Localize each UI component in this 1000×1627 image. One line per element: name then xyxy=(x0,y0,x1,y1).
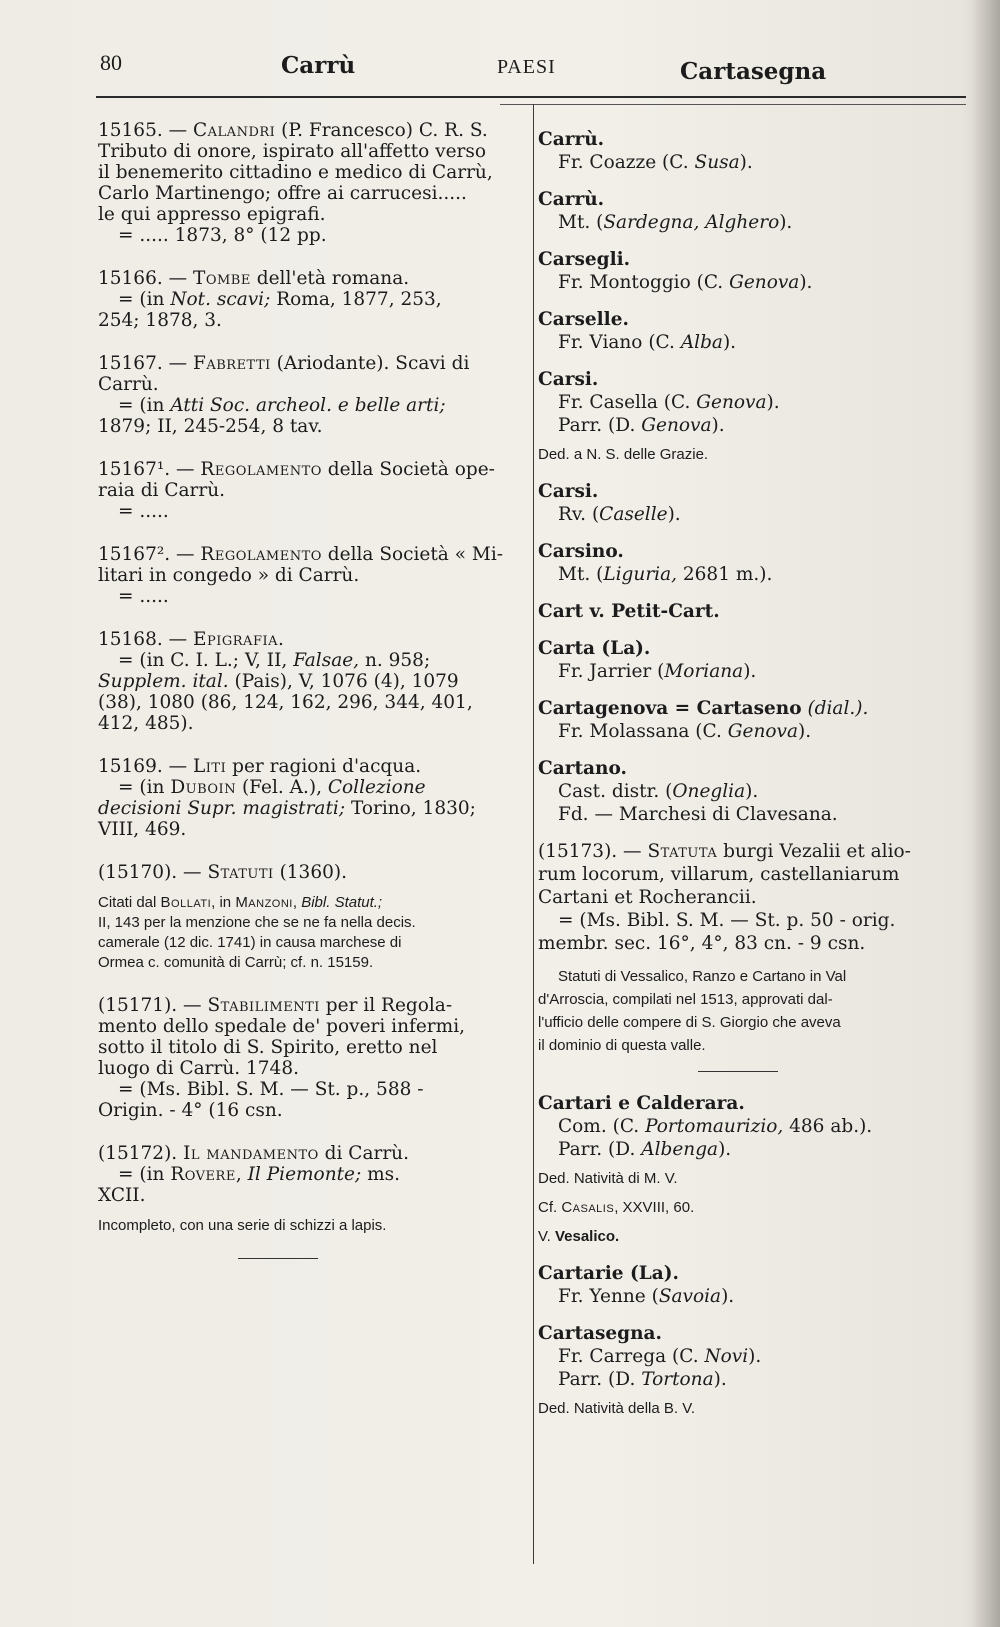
entry-title: Liti xyxy=(193,756,227,777)
place-name: Carsino. xyxy=(538,541,624,562)
place-name: Carrù. xyxy=(538,189,605,210)
place-region: Caselle xyxy=(599,504,668,525)
place-name: Carrù. xyxy=(538,129,605,150)
left-heading: Carrù xyxy=(281,52,356,79)
section-separator xyxy=(238,1258,318,1259)
entry-source: Falsae, xyxy=(293,650,360,671)
entry-text: 1879; II, 245-254, 8 tav. xyxy=(98,416,323,437)
place-detail: Cast. distr. ( xyxy=(558,781,673,802)
entry-title: Tombe xyxy=(193,268,251,289)
place-detail: ). xyxy=(711,415,725,436)
place-carsino xyxy=(538,540,960,586)
entry-text: Carlo Martinengo; offre ai carrucesi..... xyxy=(98,183,467,204)
entry-text: della Società ope- xyxy=(321,459,495,480)
entry-source: Il Piemonte; xyxy=(247,1164,362,1185)
entry-note: camerale (12 dic. 1741) in causa marchese di xyxy=(98,934,402,951)
entry-text: di Carrù. xyxy=(318,1143,409,1164)
entry-15169 xyxy=(98,756,516,840)
place-detail: Fr. Casella (C. xyxy=(558,392,697,413)
place-region: Genova xyxy=(696,392,767,413)
page-edge-shadow xyxy=(972,0,1000,1627)
place-name: Cartagenova = Cartaseno xyxy=(538,698,802,719)
cross-reference: Vesalico. xyxy=(554,1228,620,1245)
entry-number: 15166. — xyxy=(98,268,193,289)
place-region: Savoia xyxy=(658,1286,722,1307)
entry-text: Tributo di onore, ispirato all'affetto verso xyxy=(98,141,487,162)
place-name: Carsi. xyxy=(538,369,599,390)
center-heading: PAESI xyxy=(497,56,556,78)
entry-text: mento dello spedale de' poveri infermi, xyxy=(98,1016,465,1037)
entry-note: il dominio di questa valle. xyxy=(538,1037,706,1054)
entry-text: = ..... 1873, 8° (12 pp. xyxy=(118,225,327,246)
place-note: Ded. Natività di M. V. xyxy=(538,1170,678,1187)
place-carselle xyxy=(538,308,960,354)
place-detail: Fr. Viano (C. xyxy=(558,332,681,353)
page-number: 80 xyxy=(100,50,122,75)
place-detail: Fr. Coazze (C. xyxy=(558,152,695,173)
place-dialect: (dial.). xyxy=(801,698,869,719)
entry-text: (Ariodante). Scavi di xyxy=(270,353,470,374)
entry-author: Fabretti xyxy=(193,353,271,374)
place-detail: Fr. Molassana (C. xyxy=(558,721,728,742)
place-region: Oneglia xyxy=(672,781,746,802)
entry-15171 xyxy=(98,995,516,1121)
place-detail: ). xyxy=(667,504,681,525)
place-detail: ). xyxy=(748,1346,762,1367)
entry-note: d'Arroscia, compilati nel 1513, approvati dal- xyxy=(538,991,833,1008)
place-carsi-1 xyxy=(538,368,960,466)
place-note: , XXVIII, 60. xyxy=(614,1199,695,1216)
place-cartari xyxy=(538,1092,960,1248)
entry-source: Not. scavi; xyxy=(170,289,271,310)
place-note: Ded. Natività della B. V. xyxy=(538,1400,696,1417)
place-name: Carsegli. xyxy=(538,249,631,270)
entry-text: = (in xyxy=(118,1164,171,1185)
entry-note: Citati dal xyxy=(98,894,161,911)
entry-text: Origin. - 4° (16 csn. xyxy=(98,1100,283,1121)
entry-text: luogo di Carrù. 1748. xyxy=(98,1058,299,1079)
place-note: V. xyxy=(538,1228,555,1245)
place-detail: ). xyxy=(766,392,780,413)
place-detail: Parr. (D. xyxy=(558,415,642,436)
place-cartasegna xyxy=(538,1322,960,1420)
entry-text: = ..... xyxy=(118,586,169,607)
entry-title: Epigrafia. xyxy=(193,629,285,650)
place-region: Genova xyxy=(641,415,712,436)
place-detail: 486 ab.). xyxy=(783,1116,873,1137)
place-region: Alba xyxy=(680,332,723,353)
entry-text: dell'età romana. xyxy=(250,268,410,289)
entry-text: Cartani et Rocherancii. xyxy=(538,887,757,908)
entry-author: Casalis xyxy=(561,1199,615,1216)
section-separator xyxy=(698,1071,778,1072)
place-region: Portomaurizio, xyxy=(645,1116,784,1137)
entry-author: Manzoni xyxy=(235,894,293,911)
running-header xyxy=(0,44,1000,88)
place-cart xyxy=(538,600,960,623)
place-detail: Fd. — Marchesi di Clavesana. xyxy=(558,804,838,825)
place-carta xyxy=(538,637,960,683)
entry-number: 15167. — xyxy=(98,353,193,374)
place-detail: Parr. (D. xyxy=(558,1139,642,1160)
entry-15167-2 xyxy=(98,544,516,607)
place-detail: ). xyxy=(743,661,757,682)
place-region: Susa xyxy=(694,152,740,173)
entry-text: (1360). xyxy=(273,862,347,883)
header-rule xyxy=(96,96,966,98)
entry-text: = ..... xyxy=(118,501,169,522)
entry-author: Bollati xyxy=(160,894,212,911)
entry-title: Regolamento xyxy=(200,459,322,480)
right-column xyxy=(538,128,960,1434)
place-name: Carsi. xyxy=(538,481,599,502)
place-detail: Mt. ( xyxy=(558,564,604,585)
entry-text: 254; 1878, 3. xyxy=(98,310,222,331)
entry-text: ms. xyxy=(361,1164,401,1185)
entry-text: (Fel. A.), xyxy=(236,777,328,798)
place-region: Tortona xyxy=(641,1369,714,1390)
entry-title: Regolamento xyxy=(200,544,322,565)
place-note: Ded. a N. S. delle Grazie. xyxy=(538,446,709,463)
entry-note: l'ufficio delle compere di S. Giorgio che aveva xyxy=(538,1014,841,1031)
entry-text: (Pais), V, 1076 (4), 1079 xyxy=(228,671,459,692)
entry-text: Carrù. xyxy=(98,374,159,395)
place-cartagenova xyxy=(538,697,960,743)
place-detail: ). xyxy=(718,1139,732,1160)
place-detail: Fr. Carrega (C. xyxy=(558,1346,705,1367)
place-detail: Mt. ( xyxy=(558,212,604,233)
entry-text: 412, 485). xyxy=(98,713,194,734)
place-region: Genova xyxy=(727,721,799,742)
entry-text: , xyxy=(235,1164,248,1185)
place-detail: Fr. Jarrier ( xyxy=(558,661,665,682)
place-carru-1 xyxy=(538,128,960,174)
entry-text: sotto il titolo di S. Spirito, eretto nel xyxy=(98,1037,438,1058)
place-name: Cartarie (La). xyxy=(538,1263,679,1284)
entry-text: = (Ms. Bibl. S. M. — St. p., 588 - xyxy=(118,1079,424,1100)
entry-15166 xyxy=(98,268,516,331)
place-carsegli xyxy=(538,248,960,294)
place-region: Moriana xyxy=(664,661,744,682)
entry-15173 xyxy=(538,840,960,1057)
entry-source: Collezione xyxy=(327,777,426,798)
entry-title: Statuti xyxy=(207,862,274,883)
place-detail: ). xyxy=(799,272,813,293)
place-name: Carselle. xyxy=(538,309,629,330)
entry-note: Statuti di Vessalico, Ranzo e Cartano in Val xyxy=(558,968,847,985)
entry-author: Rovere xyxy=(170,1164,236,1185)
entry-15168 xyxy=(98,629,516,734)
entry-15167-1 xyxy=(98,459,516,522)
entry-text: raia di Carrù. xyxy=(98,480,226,501)
place-detail: ). xyxy=(745,781,759,802)
entry-text: il benemerito cittadino e medico di Carrù, xyxy=(98,162,493,183)
entry-text: Torino, 1830; xyxy=(345,798,476,819)
header-rule-thin xyxy=(500,104,966,105)
entry-source: Bibl. Statut.; xyxy=(301,894,383,911)
place-detail: ). xyxy=(798,721,812,742)
place-detail: 2681 m.). xyxy=(677,564,773,585)
place-region: Albenga xyxy=(641,1139,719,1160)
place-name: Carta (La). xyxy=(538,638,651,659)
left-column xyxy=(98,120,516,1279)
entry-note: Ormea c. comunità di Carrù; cf. n. 15159. xyxy=(98,954,374,971)
entry-text: rum locorum, villarum, castellaniarum xyxy=(538,864,900,885)
place-detail: ). xyxy=(721,1286,735,1307)
place-cartano xyxy=(538,757,960,826)
entry-15170 xyxy=(98,862,516,973)
entry-number: 15168. — xyxy=(98,629,193,650)
entry-text: = (Ms. Bibl. S. M. — St. p. 50 - orig. xyxy=(558,910,896,931)
entry-number: 15167¹. — xyxy=(98,459,201,480)
entry-15172 xyxy=(98,1143,516,1236)
entry-text: = (in xyxy=(118,289,171,310)
place-detail: Rv. ( xyxy=(558,504,600,525)
entry-note: , xyxy=(292,894,302,911)
place-region: Liguria, xyxy=(603,564,677,585)
place-detail: Com. (C. xyxy=(558,1116,646,1137)
entry-text: Roma, 1877, 253, xyxy=(270,289,442,310)
place-name: Cart v. Petit-Cart. xyxy=(538,601,720,622)
entry-author: Calandri xyxy=(193,120,276,141)
entry-text: burgi Vezalii et alio- xyxy=(717,841,911,862)
right-heading: Cartasegna xyxy=(680,58,827,85)
entry-source: Atti Soc. archeol. e belle arti; xyxy=(170,395,446,416)
entry-number: (15172). xyxy=(98,1143,184,1164)
place-detail: ). xyxy=(779,212,793,233)
entry-text: per il Regola- xyxy=(319,995,453,1016)
entry-number: (15171). — xyxy=(98,995,208,1016)
place-name: Cartasegna. xyxy=(538,1323,662,1344)
place-region: Novi xyxy=(704,1346,749,1367)
entry-text: = (in xyxy=(118,777,171,798)
entry-text: della Società « Mi- xyxy=(321,544,504,565)
entry-note: , in xyxy=(211,894,236,911)
entry-text: per ragioni d'acqua. xyxy=(226,756,422,777)
place-detail: ). xyxy=(739,152,753,173)
place-name: Cartari e Calderara. xyxy=(538,1093,745,1114)
place-carru-2 xyxy=(538,188,960,234)
entry-text: litari in congedo » di Carrù. xyxy=(98,565,360,586)
column-divider xyxy=(533,104,534,1564)
place-detail: ). xyxy=(722,332,737,353)
entry-text: = (in xyxy=(118,395,171,416)
entry-number: 15167². — xyxy=(98,544,201,565)
entry-text: XCII. xyxy=(98,1185,146,1206)
entry-title: Il mandamento xyxy=(183,1143,319,1164)
entry-text: (P. Francesco) C. R. S. xyxy=(275,120,488,141)
entry-title: Statuta xyxy=(647,841,718,862)
entry-text: VIII, 469. xyxy=(98,819,187,840)
entry-number: 15169. — xyxy=(98,756,193,777)
place-cartarie xyxy=(538,1262,960,1308)
entry-author: Duboin xyxy=(170,777,237,798)
entry-source: Supplem. ital. xyxy=(98,671,229,692)
entry-note: Incompleto, con una serie di schizzi a lapis. xyxy=(98,1217,387,1234)
entry-source: decisioni Supr. magistrati; xyxy=(98,798,346,819)
entry-text: membr. sec. 16°, 4°, 83 cn. - 9 csn. xyxy=(538,933,866,954)
entry-number: (15170). — xyxy=(98,862,208,883)
place-note: Cf. xyxy=(538,1199,562,1216)
entry-text: = (in C. I. L.; V, II, xyxy=(118,650,294,671)
place-detail: Fr. Montoggio (C. xyxy=(558,272,730,293)
place-detail: Fr. Yenne ( xyxy=(558,1286,659,1307)
entry-text: (38), 1080 (86, 124, 162, 296, 344, 401, xyxy=(98,692,473,713)
place-name: Cartano. xyxy=(538,758,627,779)
entry-text: le qui appresso epigrafi. xyxy=(98,204,326,225)
entry-number: 15165. — xyxy=(98,120,193,141)
place-detail: ). xyxy=(713,1369,727,1390)
place-detail: Parr. (D. xyxy=(558,1369,642,1390)
place-region: Genova xyxy=(729,272,800,293)
place-carsi-2 xyxy=(538,480,960,526)
place-region: Sardegna, Alghero xyxy=(603,212,780,233)
entry-title: Stabilimenti xyxy=(207,995,320,1016)
entry-15167 xyxy=(98,353,516,437)
entry-text: n. 958; xyxy=(359,650,431,671)
entry-number: (15173). — xyxy=(538,841,648,862)
entry-15165 xyxy=(98,120,516,246)
entry-note: II, 143 per la menzione che se ne fa nella decis. xyxy=(98,914,416,931)
